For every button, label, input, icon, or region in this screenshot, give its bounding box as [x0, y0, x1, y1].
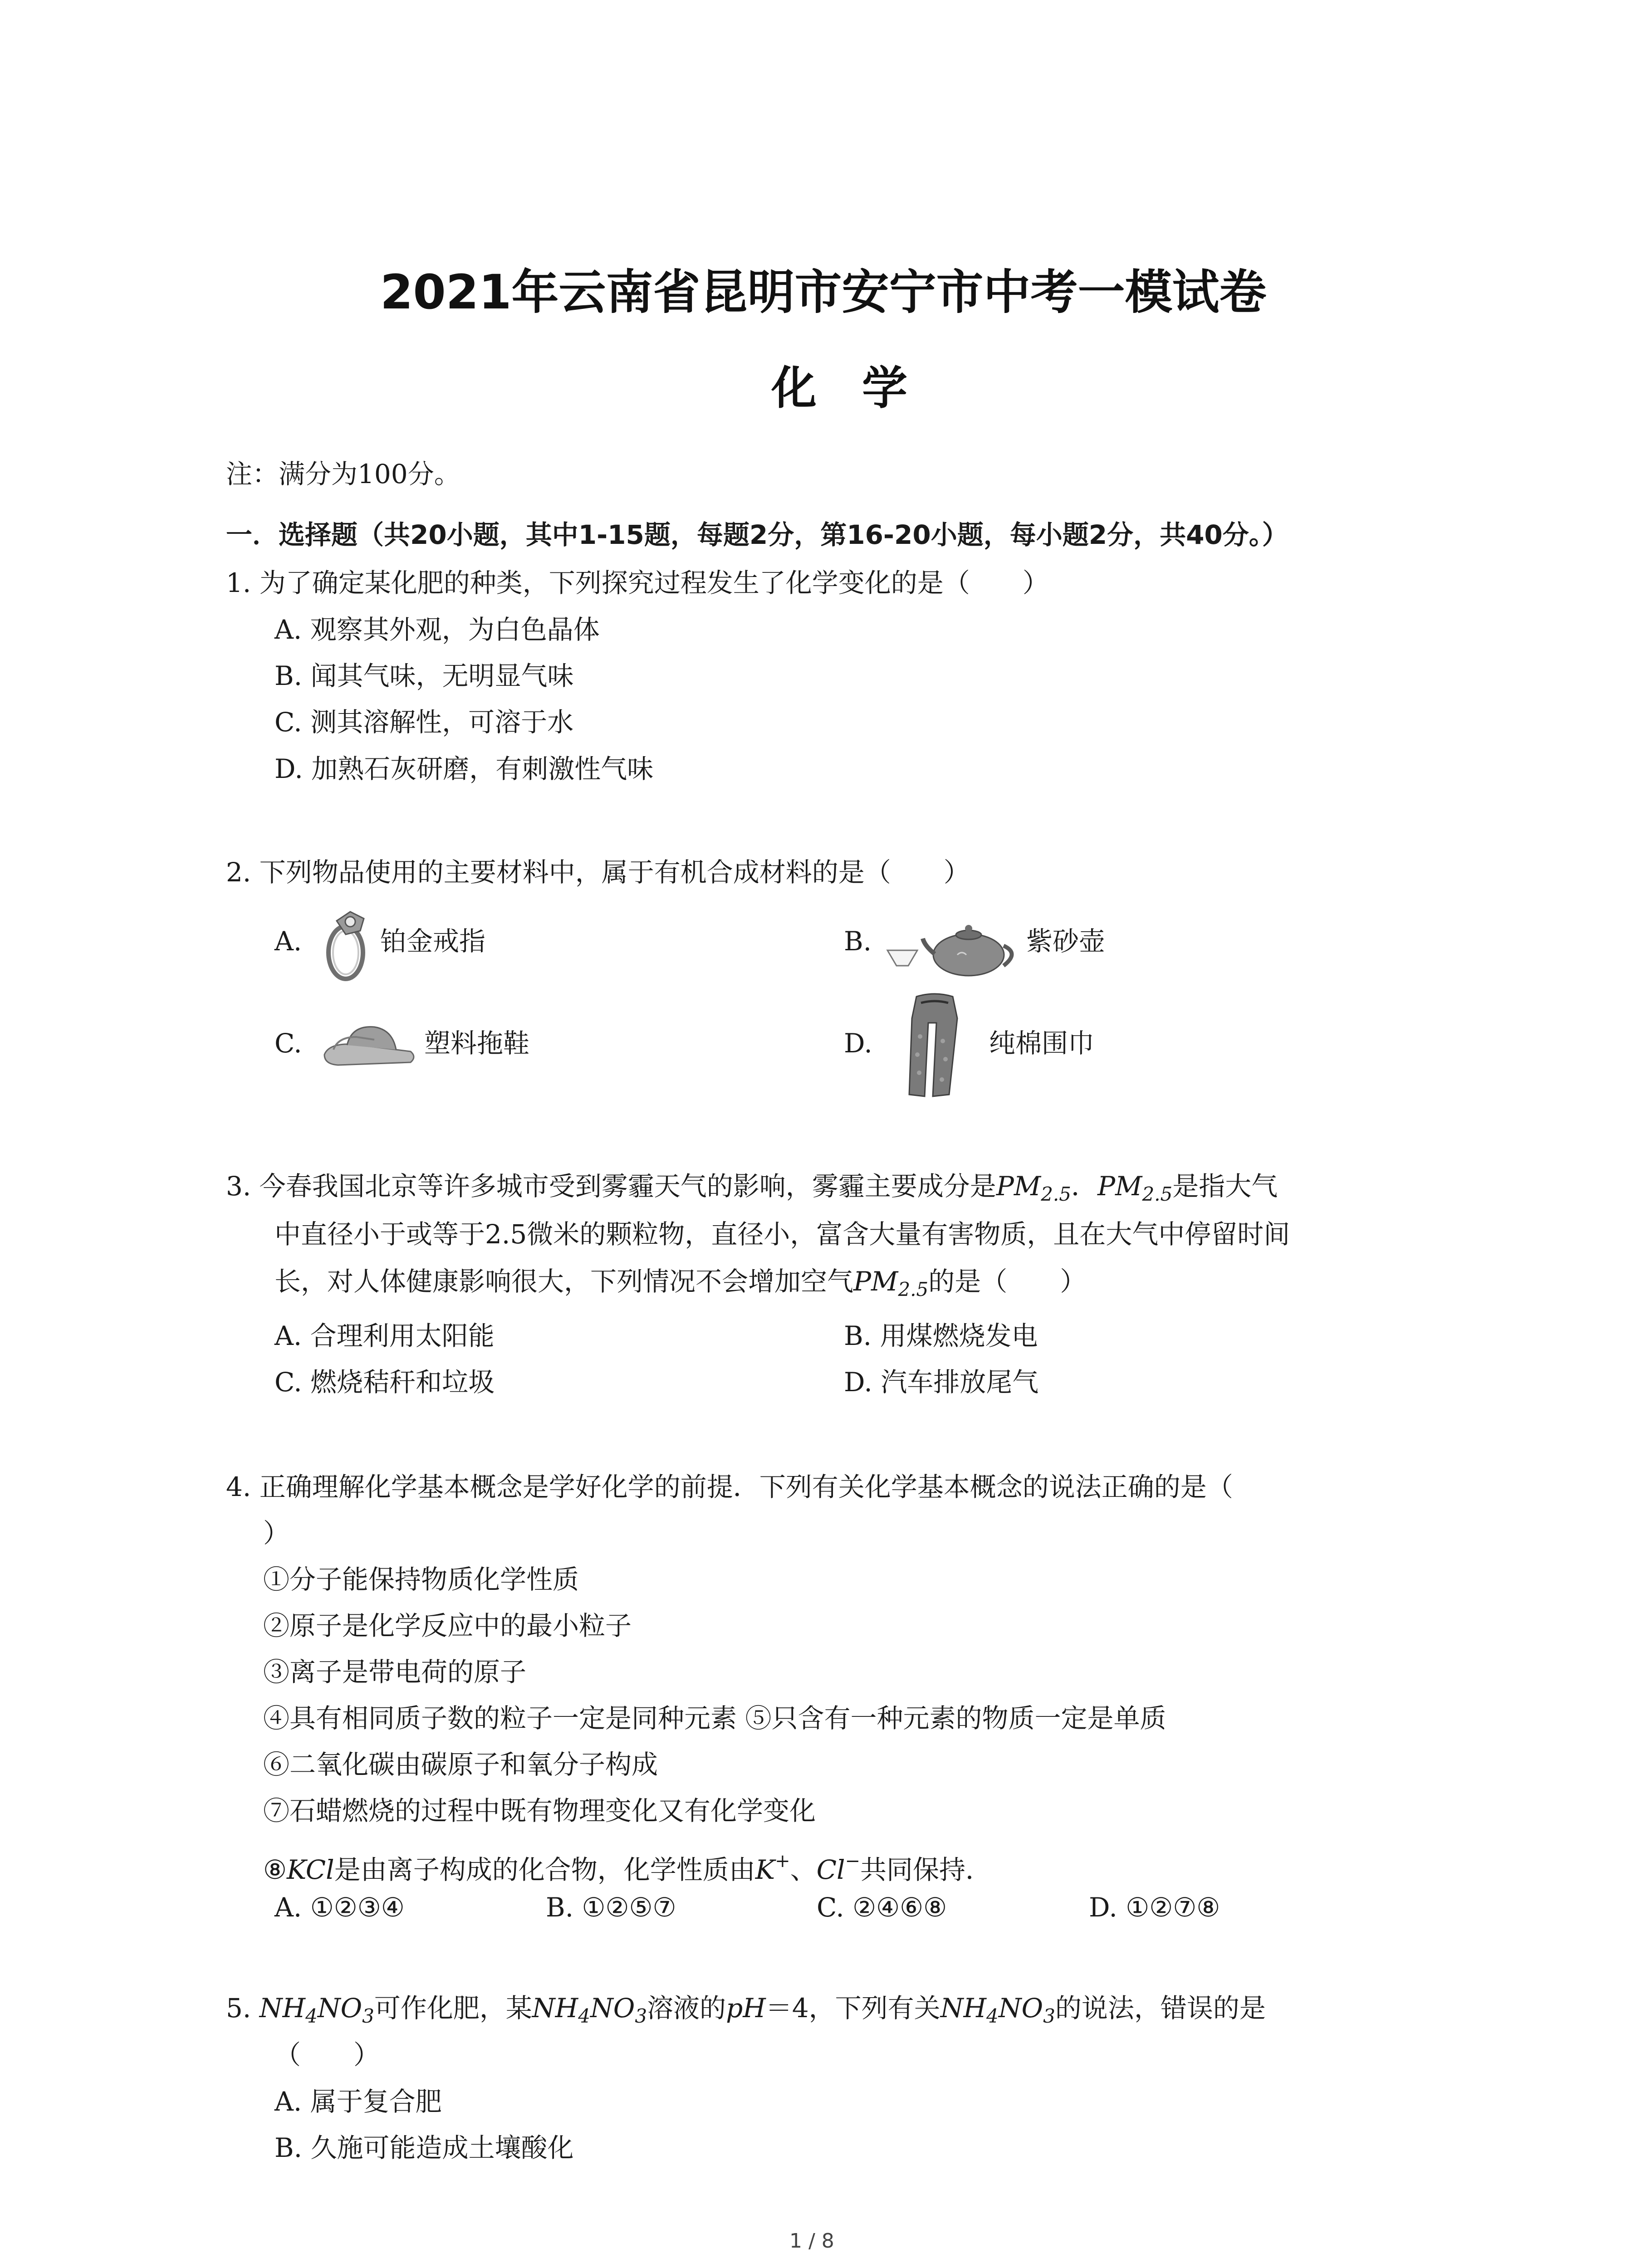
- teapot-icon: [885, 909, 1021, 982]
- option-letter-b: B.: [844, 926, 872, 957]
- nh4no3-formula: $NH_4NO_3$: [259, 1993, 374, 2027]
- ph-symbol: pH: [726, 1993, 766, 2024]
- option-d: D. 加熟石灰研磨，有刺激性气味: [274, 753, 654, 784]
- statement-1: ①分子能保持物质化学性质: [263, 1564, 579, 1595]
- page-number: 1 / 8: [789, 2229, 834, 2253]
- slippers-icon: [320, 1012, 420, 1075]
- option-letter-a: A.: [274, 926, 302, 957]
- chloride-ion: Cl−: [816, 1851, 861, 1885]
- statement-7: ⑦石蜡燃烧的过程中既有物理变化又有化学变化: [263, 1795, 816, 1826]
- option-a: A. ①②③④: [274, 1892, 405, 1923]
- option-b: B. ①②⑤⑦: [546, 1892, 676, 1923]
- text-run: 长，对人体健康影响很大，下列情况不会增加空气: [274, 1266, 854, 1297]
- option-text-c: 塑料拖鞋: [424, 1028, 530, 1059]
- statement-2: ②原子是化学反应中的最小粒子: [263, 1610, 632, 1641]
- question-line-1: [226, 1170, 1278, 1210]
- question-line-2: 中直径小于或等于2.5微米的颗粒物，直径小，富含大量有害物质，且在大气中停留时间: [274, 1219, 1290, 1250]
- statement-3: ③离子是带电荷的原子: [263, 1657, 527, 1687]
- kcl-formula: KCl: [287, 1854, 334, 1885]
- text-run: 3. 今春我国北京等许多城市受到雾霾天气的影响，雾霾主要成分是: [226, 1171, 996, 1202]
- score-note: 注：满分为100分。: [226, 459, 460, 489]
- statement-8: ⑧KCl是由离子构成的化合物，化学性质由K+、Cl−共同保持．: [263, 1851, 992, 1885]
- question-stem-line-1: 5. $NH_4NO_3$可作化肥，某$NH_4NO_3$溶液的pH＝4，下列有关$NH_4NO_3$的说法，错误的是: [226, 1993, 1266, 2027]
- option-a: A. 合理利用太阳能: [274, 1320, 495, 1351]
- option-a: A. 属于复合肥: [274, 2086, 442, 2117]
- option-a: A. 观察其外观，为白色晶体: [274, 614, 600, 645]
- option-d: D. 汽车排放尾气: [844, 1367, 1039, 1398]
- option-text-a: 铂金戒指: [380, 926, 486, 957]
- ring-icon: [318, 903, 377, 984]
- option-b: B. 久施可能造成土壤酸化: [274, 2132, 574, 2163]
- section-heading: 一．选择题（共20小题，其中1-15题，每题2分，第16-20小题，每小题2分，共40分。）: [226, 519, 1288, 550]
- option-d: D. ①②⑦⑧: [1089, 1892, 1220, 1923]
- statement-6: ⑥二氧化碳由碳原子和氧分子构成: [263, 1749, 658, 1780]
- nh4no3-formula: $NH_4NO_3$: [532, 1993, 647, 2027]
- option-c: C. 燃烧秸秆和垃圾: [274, 1367, 495, 1398]
- question-stem-line-1: 4. 正确理解化学基本概念是学好化学的前提．下列有关化学基本概念的说法正确的是（: [226, 1471, 1233, 1502]
- pm25-formula: $PM_{2.5}$: [1097, 1171, 1173, 1205]
- question-stem-line-2: （ ）: [274, 2039, 380, 2070]
- option-text-b: 紫砂壶: [1026, 926, 1106, 957]
- option-text-d: 纯棉围巾: [989, 1028, 1095, 1059]
- subject-title: 化 学: [771, 362, 907, 415]
- text-run: 是指大气: [1172, 1171, 1278, 1202]
- statement-4-5: ④具有相同质子数的粒子一定是同种元素 ⑤只含有一种元素的物质一定是单质: [263, 1703, 1166, 1734]
- option-c: C. 测其溶解性，可溶于水: [274, 707, 574, 738]
- text-run: ．: [1071, 1171, 1098, 1202]
- pm25-formula: $PM_{2.5}$: [996, 1171, 1071, 1205]
- option-letter-c: C.: [274, 1028, 302, 1059]
- scarf-icon: [889, 991, 980, 1098]
- question-line-3: [274, 1266, 1086, 1305]
- exam-title: 2021年云南省昆明市安宁市中考一模试卷: [380, 264, 1267, 320]
- question-stem: 1. 为了确定某化肥的种类，下列探究过程发生了化学变化的是（ ）: [226, 567, 1049, 598]
- option-b: B. 用煤燃烧发电: [844, 1320, 1038, 1351]
- question-stem-line-2: ）: [263, 1518, 290, 1549]
- nh4no3-formula: $NH_4NO_3$: [940, 1993, 1055, 2027]
- question-stem: 2. 下列物品使用的主要材料中，属于有机合成材料的是（ ）: [226, 857, 970, 888]
- option-c: C. ②④⑥⑧: [817, 1892, 947, 1923]
- option-b: B. 闻其气味，无明显气味: [274, 660, 574, 691]
- potassium-ion: K+: [755, 1851, 790, 1885]
- pm25-formula: $PM_{2.5}$: [853, 1266, 929, 1300]
- option-letter-d: D.: [844, 1028, 872, 1059]
- text-run: 的是（ ）: [928, 1266, 1087, 1297]
